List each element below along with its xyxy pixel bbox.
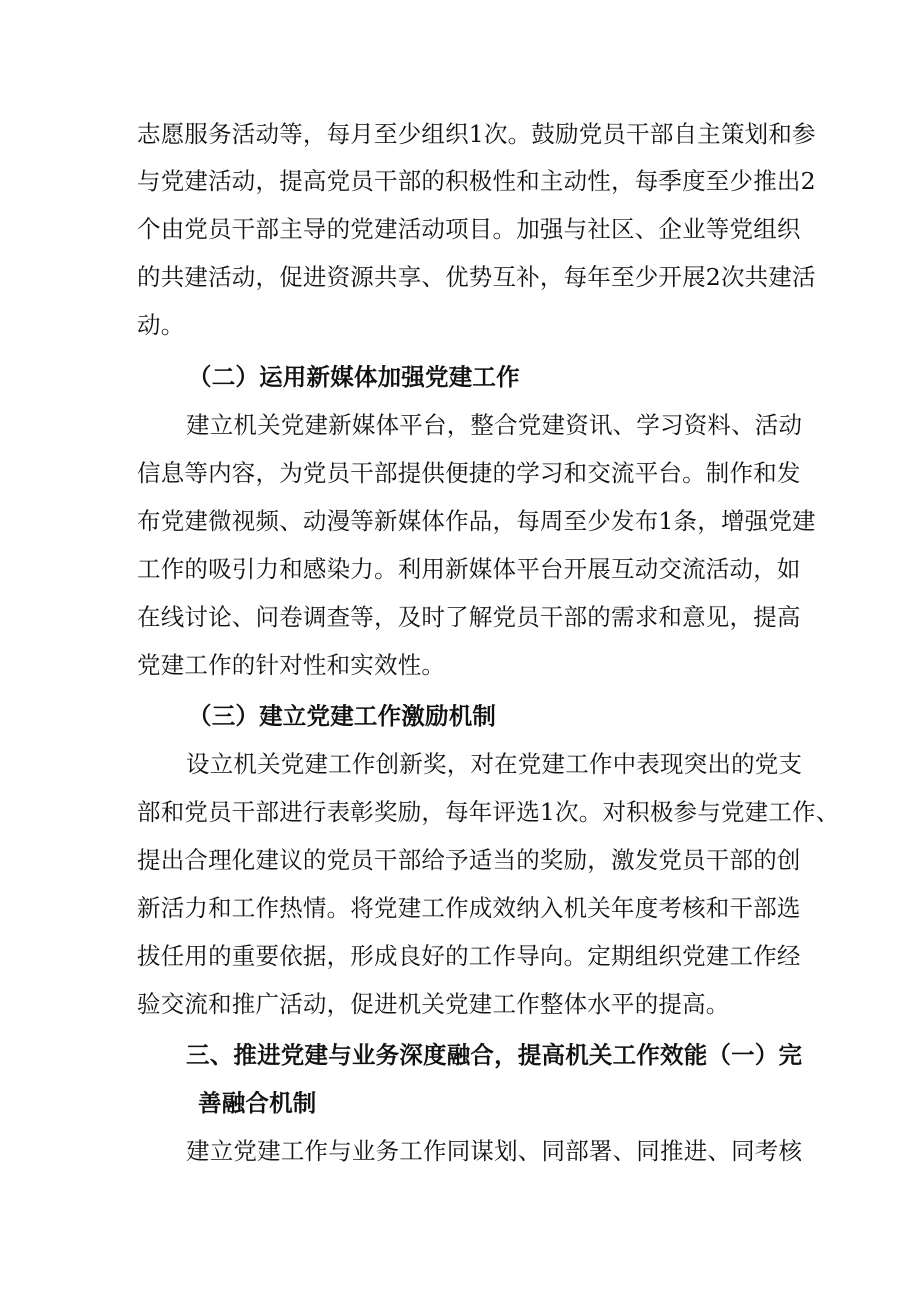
- part-heading: 三、推进党建与业务深度融合，提高机关工作效能（一）完: [186, 1041, 803, 1069]
- paragraph-line: 新活力和工作热情。将党建工作成效纳入机关年度考核和干部选: [137, 894, 801, 922]
- part-heading: 善融合机制: [198, 1089, 317, 1117]
- paragraph-line: 在线讨论、问卷调查等，及时了解党员干部的需求和意见，提高: [137, 603, 801, 631]
- paragraph-line: 工作的吸引力和感染力。利用新媒体平台开展互动交流活动，如: [137, 555, 801, 583]
- paragraph-line: 动。: [137, 311, 185, 339]
- section-heading: （二）运用新媒体加强党建工作: [188, 363, 520, 391]
- paragraph-line: 信息等内容，为党员干部提供便捷的学习和交流平台。制作和发: [137, 459, 801, 487]
- section-heading: （三）建立党建工作激励机制: [188, 702, 497, 730]
- paragraph-line: 建立机关党建新媒体平台，整合党建资讯、学习资料、活动: [186, 411, 803, 439]
- paragraph-line: 与党建活动，提高党员干部的积极性和主动性，每季度至少推出2: [137, 167, 816, 195]
- paragraph-line: 部和党员干部进行表彰奖励，每年评选1次。对积极参与党建工作、: [137, 798, 840, 826]
- paragraph-line: 建立党建工作与业务工作同谋划、同部署、同推进、同考核: [186, 1137, 803, 1165]
- paragraph-line: 布党建微视频、动漫等新媒体作品，每周至少发布1条，增强党建: [137, 507, 816, 535]
- paragraph-line: 提出合理化建议的党员干部给予适当的奖励，激发党员干部的创: [137, 846, 801, 874]
- paragraph-line: 拔任用的重要依据，形成良好的工作导向。定期组织党建工作经: [137, 942, 801, 970]
- paragraph-line: 设立机关党建工作创新奖，对在党建工作中表现突出的党支: [186, 750, 803, 778]
- paragraph-line: 验交流和推广活动，促进机关党建工作整体水平的提高。: [137, 990, 730, 1018]
- paragraph-line: 的共建活动，促进资源共享、优势互补，每年至少开展2次共建活: [137, 263, 816, 291]
- paragraph-line: 志愿服务活动等，每月至少组织1次。鼓励党员干部自主策划和参: [137, 120, 816, 148]
- paragraph-line: 个由党员干部主导的党建活动项目。加强与社区、企业等党组织: [137, 215, 801, 243]
- paragraph-line: 党建工作的针对性和实效性。: [137, 651, 446, 679]
